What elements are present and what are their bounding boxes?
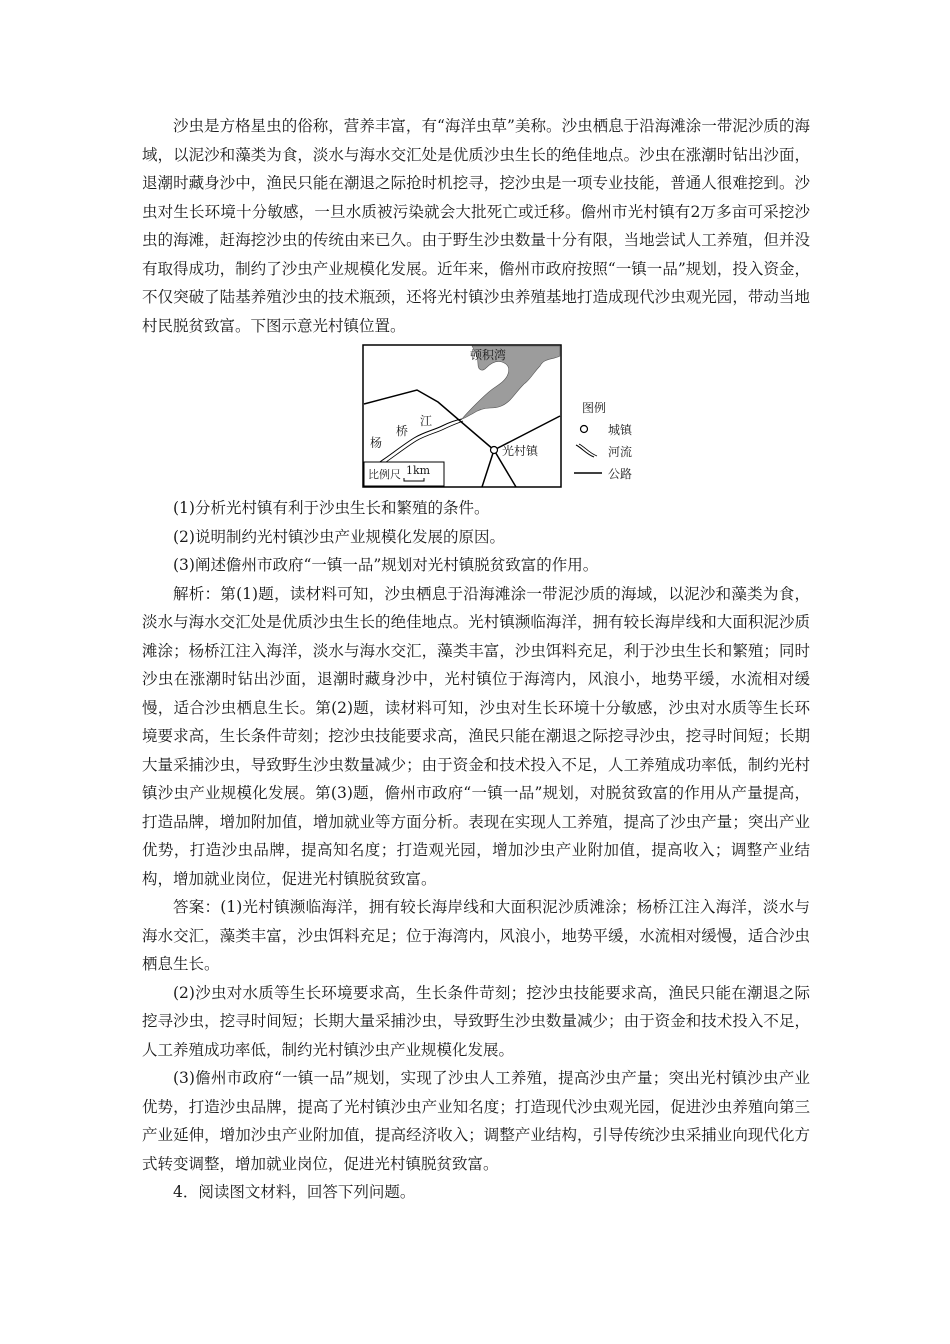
analysis-paragraph: 解析：第(1)题，读材料可知，沙虫栖息于沿海滩涂一带泥沙质的海域，以泥沙和藻类为食，淡水与海水交汇处是优质沙虫生长的绝佳地点。光村镇濒临海洋，拥有较长海岸线和大面积泥沙质滩涂；杨桥江注入海洋，淡水与海水交汇，藻类丰富，沙虫饵料充足，利于沙虫生长和繁殖；同时沙虫在涨潮时钻出沙面，退潮时藏身沙中，光村镇位于海湾内，风浪小，地势平缓，水流相对缓慢，适合沙虫栖息生长。第(2)题，读材料可知，沙虫对生长环境十分敏感，沙虫对水质等生长环境要求高，生长条件苛刻；挖沙虫技能要求高，渔民只能在潮退之际挖寻沙虫，挖寻时间短；长期大量采捕沙虫，导致野生沙虫数量减少；由于资金和技术投入不足，人工养殖成功率低，制约光村镇沙虫产业规模化发展。第(3)题，儋州市政府“一镇一品”规划，对脱贫致富的作用从产量提高，打造品牌，增加附加值，增加就业等方面分析。表现在实现人工养殖，提高了沙虫产量；突出产业优势，打造沙虫品牌，提高知名度；打造观光园，增加沙虫产业附加值，提高收入；调整产业结构，增加就业岗位，促进光村镇脱贫致富。 — [142, 584, 810, 888]
town-circle-icon — [572, 420, 606, 438]
town-label: 光村镇 — [502, 444, 539, 458]
answer-1: 答案：(1)光村镇濒临海洋，拥有较长海岸线和大面积泥沙质滩涂；杨桥江注入海洋，淡水与海水交汇，藻类丰富，沙虫饵料充足；位于海湾内，风浪小，地势平缓，水流相对缓慢，适合沙虫栖息生长。 — [142, 898, 810, 973]
legend-road — [572, 462, 652, 484]
next-question: 4．阅读图文材料，回答下列问题。 — [173, 1183, 416, 1201]
river-line-icon — [572, 442, 606, 460]
answer-2: (2)沙虫对水质等生长环境要求高，生长条件苛刻；挖沙虫技能要求高，渔民只能在潮退之际挖寻沙虫，挖寻时间短；长期大量采捕沙虫，导致野生沙虫数量减少；由于资金和技术投入不足，人工养殖成功率低，制约光村镇沙虫产业规模化发展。 — [142, 983, 810, 1059]
map-legend — [572, 400, 652, 484]
question-3: (3)阐述儋州市政府“一镇一品”规划对光村镇脱贫致富的作用。 — [173, 556, 599, 574]
location-figure — [142, 344, 810, 492]
legend-river-label: 河流 — [608, 444, 633, 459]
legend-town-label: 城镇 — [608, 422, 633, 437]
river-label-char-1: 杨 — [370, 436, 383, 450]
legend-road-label: 公路 — [608, 466, 633, 481]
scale-value: 1km — [406, 464, 431, 477]
bay-label: 顿积湾 — [470, 348, 507, 362]
document-page — [142, 112, 810, 1207]
legend-town — [572, 418, 652, 440]
river-label-char-3: 江 — [420, 414, 433, 428]
road-line-icon — [572, 464, 606, 482]
legend-title: 图例 — [582, 401, 607, 415]
question-1: (1)分析光村镇有利于沙虫生长和繁殖的条件。 — [173, 499, 490, 517]
location-map — [362, 344, 562, 488]
legend-river — [572, 440, 652, 462]
question-2: (2)说明制约光村镇沙虫产业规模化发展的原因。 — [173, 527, 505, 546]
answer-3: (3)儋州市政府“一镇一品”规划，实现了沙虫人工养殖，提高沙虫产量；突出光村镇沙虫产业优势，打造沙虫品牌，提高了光村镇沙虫产业知名度；打造现代沙虫观光园，促进沙虫养殖向第三产业延伸，增加沙虫产业附加值，提高经济收入；调整产业结构，引导传统沙虫采捕业向现代化方式转变调整，增加就业岗位，促进光村镇脱贫致富。 — [142, 1069, 810, 1173]
river-label-char-2: 桥 — [396, 424, 409, 438]
scale-label: 比例尺 — [368, 468, 401, 481]
map-drawing — [362, 344, 562, 488]
intro-paragraph: 沙虫是方格星虫的俗称，营养丰富，有“海洋虫草”美称。沙虫栖息于沿海滩涂一带泥沙质的海域，以泥沙和藻类为食，淡水与海水交汇处是优质沙虫生长的绝佳地点。沙虫在涨潮时钻出沙面，退潮时藏身沙中，渔民只能在潮退之际抢时机挖寻，挖沙虫是一项专业技能，普通人很难挖到。沙虫对生长环境十分敏感，一旦水质被污染就会大批死亡或迁移。儋州市光村镇有2万多亩可采挖沙虫的海滩，赶海挖沙虫的传统由来已久。由于野生沙虫数量十分有限，当地尝试人工养殖，但并没有取得成功，制约了沙虫产业规模化发展。近年来，儋州市政府按照“一镇一品”规划，投入资金，不仅突破了陆基养殖沙虫的技术瓶颈，还将光村镇沙虫养殖基地打造成现代沙虫观光园，带动当地村民脱贫致富。下图示意光村镇位置。 — [142, 117, 810, 335]
